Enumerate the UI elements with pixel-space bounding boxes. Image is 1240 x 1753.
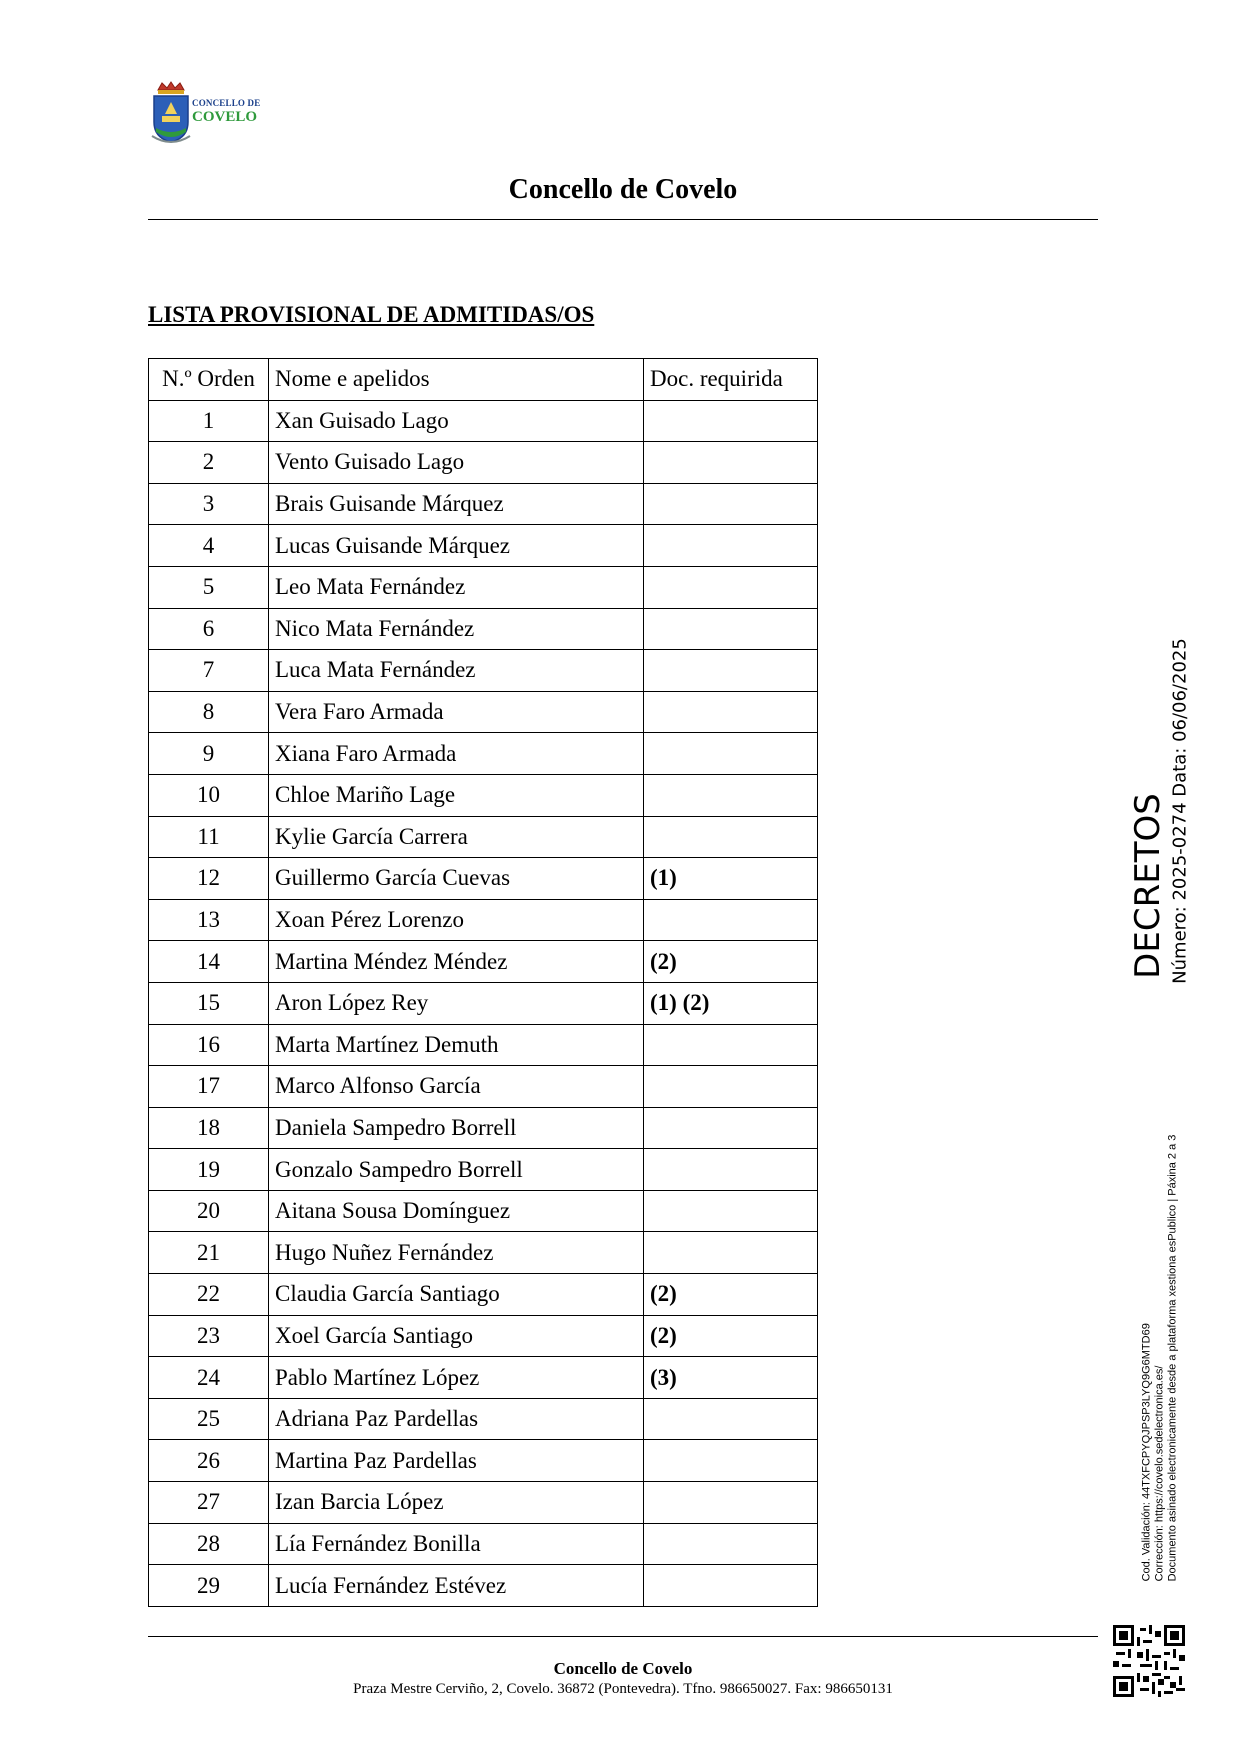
row-full-name: Lucas Guisande Márquez (269, 525, 644, 567)
row-full-name: Guillermo García Cuevas (269, 858, 644, 900)
row-full-name: Kylie García Carrera (269, 816, 644, 858)
table-row (149, 941, 818, 983)
row-full-name: Daniela Sampedro Borrell (269, 1107, 644, 1149)
table-row (149, 442, 818, 484)
row-required-doc (644, 1523, 818, 1565)
validation-code: Cod. Validación: 44TXFCPYQJPSP3LYQ9G6MTD69 (1140, 1323, 1153, 1582)
row-required-doc: (2) (644, 1315, 818, 1357)
row-required-doc: (1) (644, 858, 818, 900)
row-order-number: 11 (149, 816, 269, 858)
row-required-doc (644, 1398, 818, 1440)
row-required-doc: (2) (644, 941, 818, 983)
row-order-number: 25 (149, 1398, 269, 1440)
row-required-doc (644, 1565, 818, 1607)
row-full-name: Xoan Pérez Lorenzo (269, 899, 644, 941)
row-full-name: Adriana Paz Pardellas (269, 1398, 644, 1440)
table-row (149, 899, 818, 941)
row-full-name: Hugo Nuñez Fernández (269, 1232, 644, 1274)
coat-of-arms-icon (150, 80, 192, 146)
table-header-row (149, 359, 818, 401)
row-full-name: Chloe Mariño Lage (269, 774, 644, 816)
row-full-name: Martina Paz Pardellas (269, 1440, 644, 1482)
section-title: LISTA PROVISIONAL DE ADMITIDAS/OS (148, 302, 595, 327)
table-row (149, 1357, 818, 1399)
municipality-logo (150, 80, 270, 150)
side-validation-info (1141, 1135, 1180, 1582)
validation-url: Corrección: https://covelo.sedelectronica.es/ (1153, 1365, 1166, 1582)
row-full-name: Leo Mata Fernández (269, 566, 644, 608)
row-required-doc (644, 650, 818, 692)
row-order-number: 27 (149, 1482, 269, 1524)
table-row (149, 1440, 818, 1482)
column-header-name: Nome e apelidos (269, 359, 644, 401)
row-required-doc (644, 1440, 818, 1482)
row-full-name: Aitana Sousa Domínguez (269, 1190, 644, 1232)
row-full-name: Luca Mata Fernández (269, 650, 644, 692)
row-order-number: 13 (149, 899, 269, 941)
row-order-number: 20 (149, 1190, 269, 1232)
row-required-doc (644, 1232, 818, 1274)
row-order-number: 10 (149, 774, 269, 816)
table-row (149, 1274, 818, 1316)
table-row (149, 774, 818, 816)
table-row (149, 1565, 818, 1607)
row-order-number: 6 (149, 608, 269, 650)
table-body (149, 400, 818, 1606)
side-decree-number-date: Número: 2025-0274 Data: 06/06/2025 (1169, 638, 1191, 984)
row-required-doc (644, 525, 818, 567)
column-header-order: N.º Orden (149, 359, 269, 401)
column-header-doc: Doc. requirida (644, 359, 818, 401)
row-order-number: 14 (149, 941, 269, 983)
row-full-name: Aron López Rey (269, 982, 644, 1024)
table-row (149, 1149, 818, 1191)
row-required-doc (644, 1024, 818, 1066)
admitted-list-table (148, 358, 818, 1607)
row-full-name: Xoel García Santiago (269, 1315, 644, 1357)
row-required-doc (644, 442, 818, 484)
table-row (149, 1066, 818, 1108)
row-full-name: Vento Guisado Lago (269, 442, 644, 484)
row-required-doc (644, 733, 818, 775)
row-required-doc (644, 816, 818, 858)
row-order-number: 3 (149, 483, 269, 525)
row-required-doc (644, 899, 818, 941)
table-row (149, 1024, 818, 1066)
row-order-number: 12 (149, 858, 269, 900)
row-order-number: 17 (149, 1066, 269, 1108)
row-required-doc (644, 483, 818, 525)
footer-title: Concello de Covelo (553, 1659, 693, 1678)
row-required-doc (644, 1482, 818, 1524)
table-row (149, 858, 818, 900)
row-required-doc (644, 566, 818, 608)
row-required-doc (644, 1149, 818, 1191)
page-header-title: Concello de Covelo (508, 174, 738, 205)
row-full-name: Marta Martínez Demuth (269, 1024, 644, 1066)
row-order-number: 26 (149, 1440, 269, 1482)
row-required-doc (644, 774, 818, 816)
row-required-doc (644, 608, 818, 650)
row-full-name: Claudia García Santiago (269, 1274, 644, 1316)
row-order-number: 19 (149, 1149, 269, 1191)
row-order-number: 9 (149, 733, 269, 775)
row-full-name: Xiana Faro Armada (269, 733, 644, 775)
row-order-number: 1 (149, 400, 269, 442)
row-order-number: 15 (149, 982, 269, 1024)
row-full-name: Vera Faro Armada (269, 691, 644, 733)
row-required-doc: (3) (644, 1357, 818, 1399)
row-required-doc (644, 1107, 818, 1149)
table-row (149, 1315, 818, 1357)
table-row (149, 1398, 818, 1440)
table-row (149, 691, 818, 733)
table-row (149, 1523, 818, 1565)
row-full-name: Brais Guisande Márquez (269, 483, 644, 525)
table-row (149, 1190, 818, 1232)
row-full-name: Lucía Fernández Estévez (269, 1565, 644, 1607)
table-row (149, 1232, 818, 1274)
row-full-name: Izan Barcia López (269, 1482, 644, 1524)
footer-address: Praza Mestre Cerviño, 2, Covelo. 36872 (Pontevedra). Tfno. 986650027. Fax: 986650131 (353, 1681, 893, 1697)
table-row (149, 650, 818, 692)
table-row (149, 525, 818, 567)
validation-signature-note: Documento asinado electronicamente desde a plataforma xestiona esPublico | Páxina 2 a 3 (1166, 1134, 1179, 1582)
table-row (149, 400, 818, 442)
row-required-doc: (2) (644, 1274, 818, 1316)
row-order-number: 22 (149, 1274, 269, 1316)
logo-line-2: COVELO (192, 109, 258, 125)
qr-code-icon (1113, 1625, 1185, 1697)
row-required-doc (644, 691, 818, 733)
header-divider (148, 219, 1098, 220)
row-order-number: 24 (149, 1357, 269, 1399)
row-order-number: 21 (149, 1232, 269, 1274)
row-order-number: 28 (149, 1523, 269, 1565)
row-order-number: 16 (149, 1024, 269, 1066)
row-order-number: 2 (149, 442, 269, 484)
row-order-number: 4 (149, 525, 269, 567)
side-decretos-label: DECRETOS (1128, 793, 1168, 979)
row-full-name: Marco Alfonso García (269, 1066, 644, 1108)
table-row (149, 982, 818, 1024)
row-full-name: Lía Fernández Bonilla (269, 1523, 644, 1565)
logo-line-1: CONCELLO DE (192, 98, 261, 108)
row-required-doc: (1) (2) (644, 982, 818, 1024)
table-row (149, 816, 818, 858)
row-order-number: 18 (149, 1107, 269, 1149)
row-required-doc (644, 400, 818, 442)
row-required-doc (644, 1190, 818, 1232)
row-full-name: Nico Mata Fernández (269, 608, 644, 650)
row-order-number: 5 (149, 566, 269, 608)
row-full-name: Pablo Martínez López (269, 1357, 644, 1399)
row-order-number: 7 (149, 650, 269, 692)
row-required-doc (644, 1066, 818, 1108)
row-full-name: Xan Guisado Lago (269, 400, 644, 442)
table-row (149, 608, 818, 650)
table-row (149, 483, 818, 525)
row-order-number: 29 (149, 1565, 269, 1607)
row-full-name: Martina Méndez Méndez (269, 941, 644, 983)
footer-divider (148, 1636, 1098, 1637)
table-row (149, 1107, 818, 1149)
row-order-number: 8 (149, 691, 269, 733)
table-row (149, 733, 818, 775)
table-row (149, 1482, 818, 1524)
row-order-number: 23 (149, 1315, 269, 1357)
table-row (149, 566, 818, 608)
row-full-name: Gonzalo Sampedro Borrell (269, 1149, 644, 1191)
